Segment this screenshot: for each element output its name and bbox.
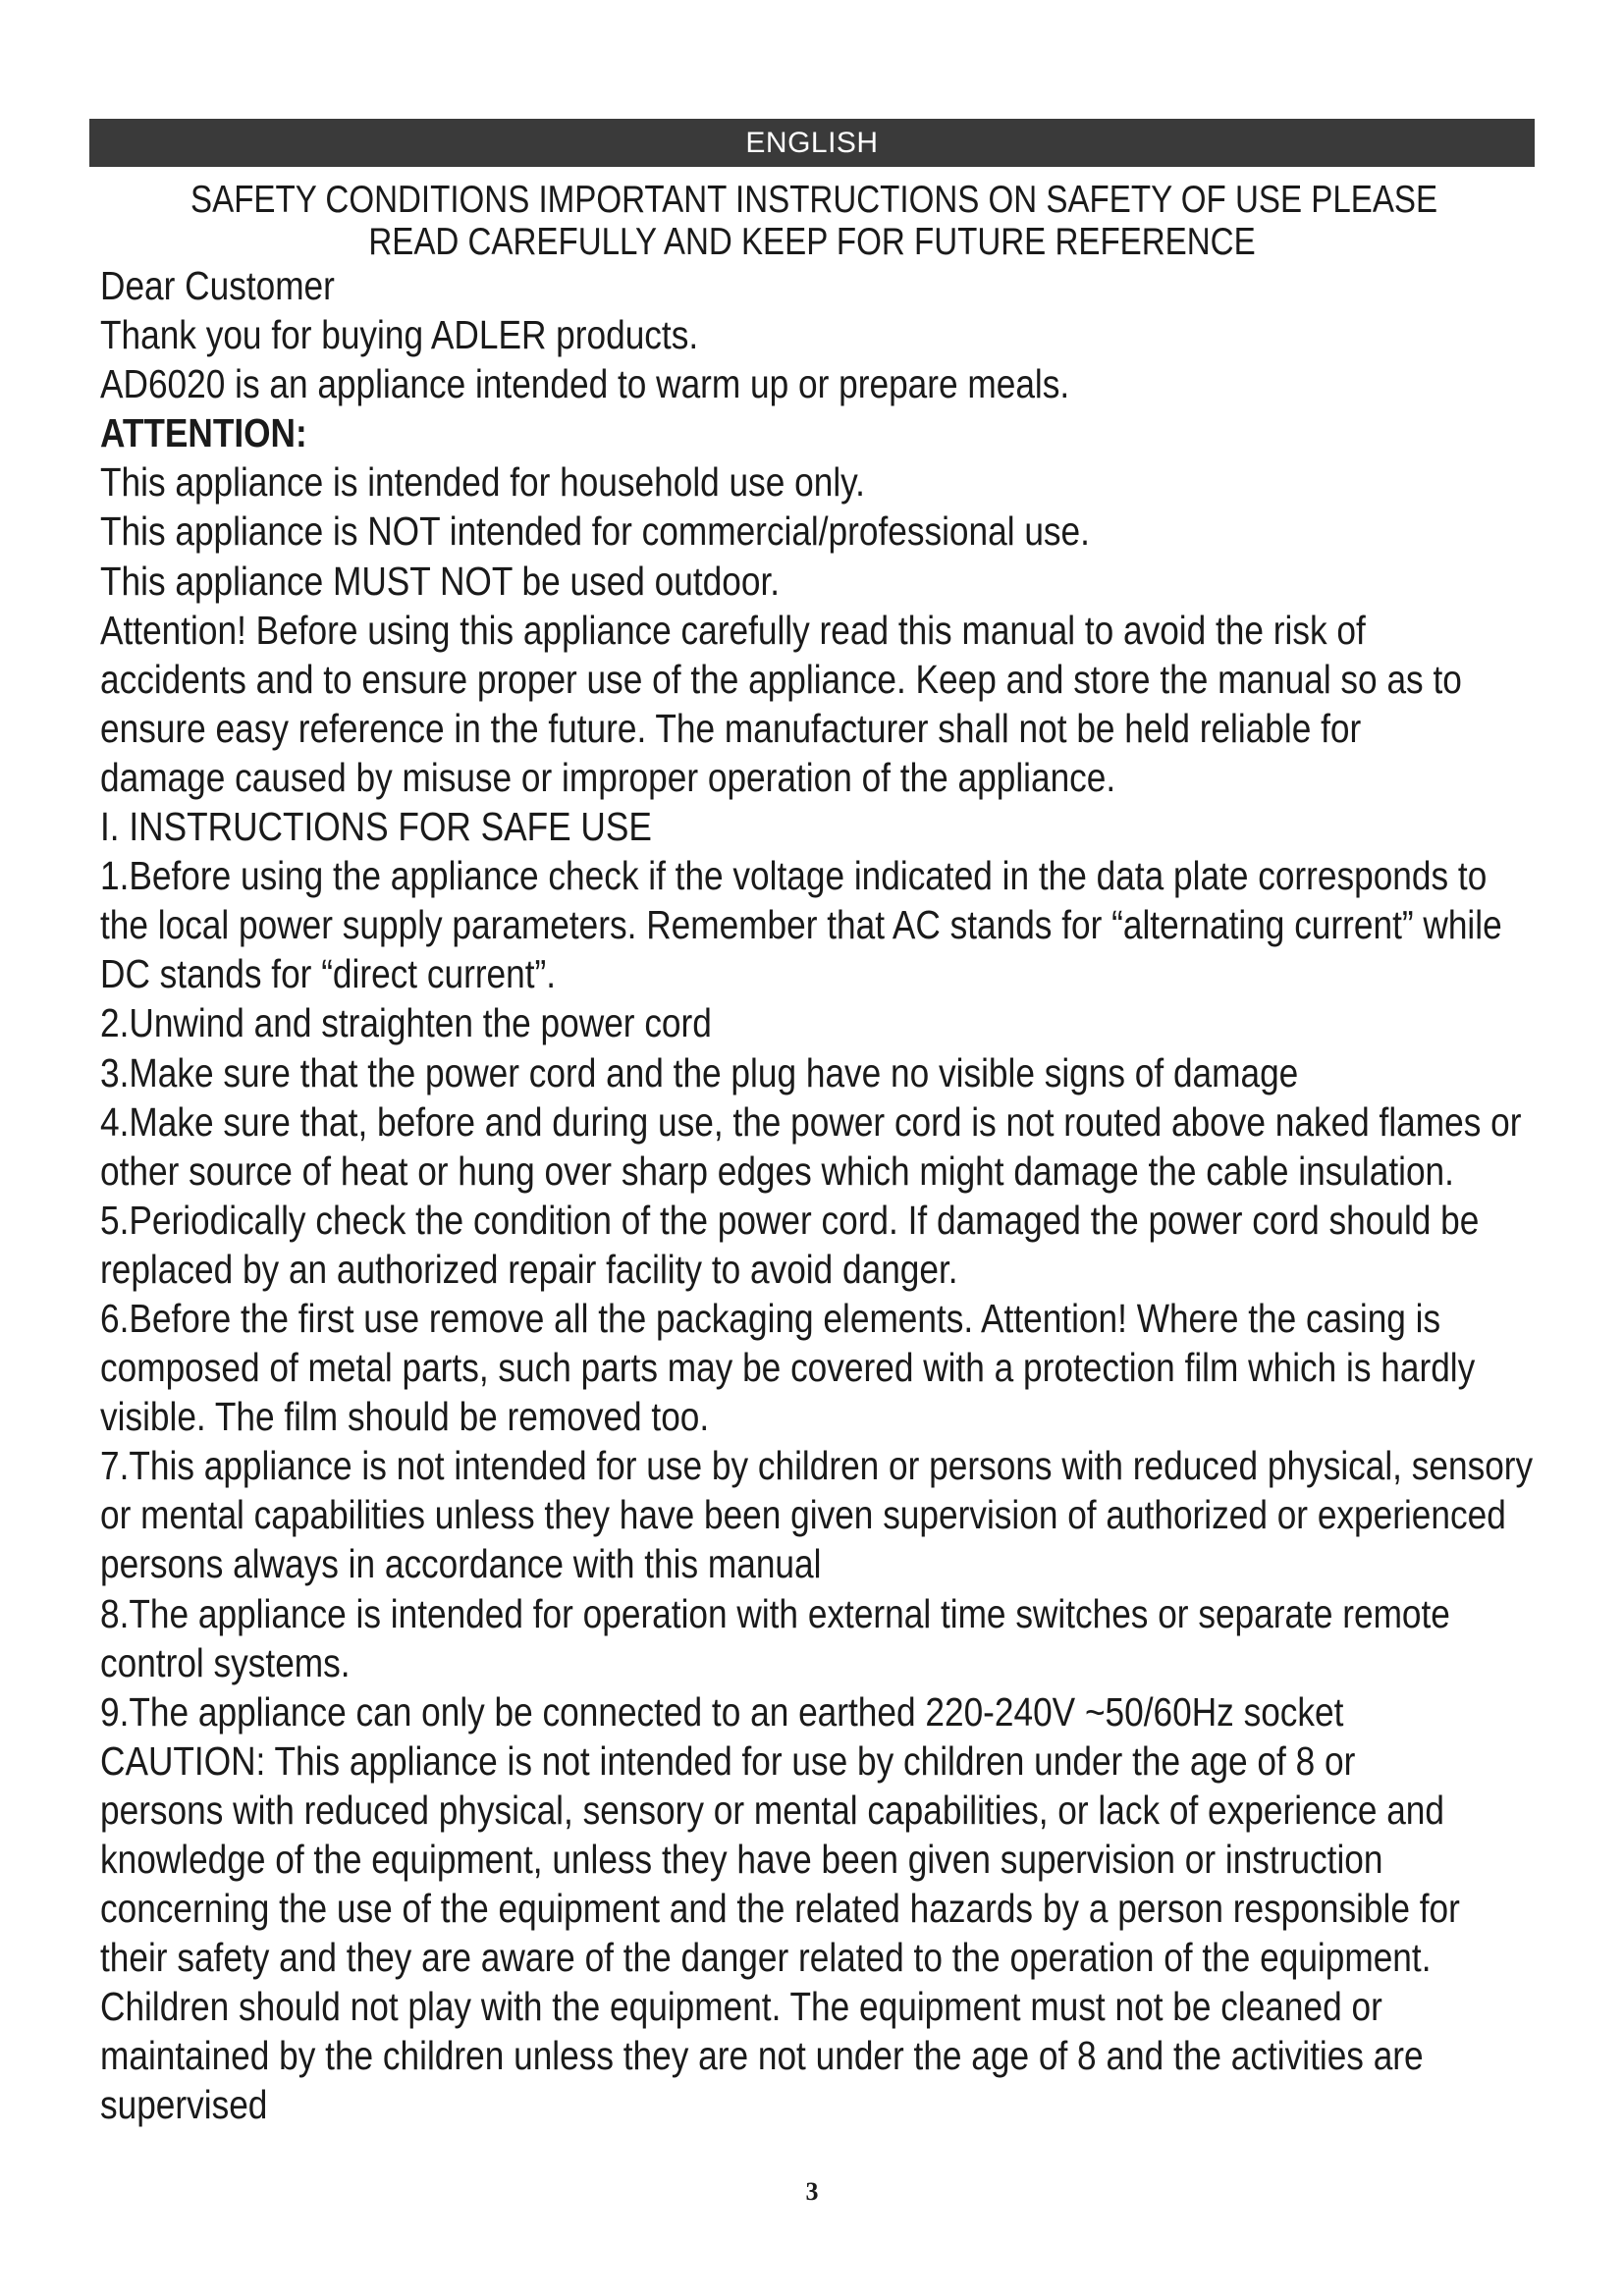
- section-heading: I. INSTRUCTIONS FOR SAFE USE: [100, 804, 652, 850]
- title-line-1: SAFETY CONDITIONS IMPORTANT INSTRUCTIONS ON SAFETY OF USE PLEASE: [190, 179, 1438, 221]
- text-line: 7.This appliance is not intended for use by children or persons with reduced physical, sensory: [100, 1443, 1534, 1489]
- document-title: [190, 179, 1438, 263]
- text-line: persons always in accordance with this manual: [100, 1541, 822, 1587]
- text-line: maintained by the children unless they are not under the age of 8 and the activities are: [100, 2033, 1424, 2079]
- text-line: the local power supply parameters. Remember that AC stands for “alternating current” while: [100, 902, 1502, 948]
- text-line: Thank you for buying ADLER products.: [100, 312, 699, 358]
- text-line: 3.Make sure that the power cord and the plug have no visible signs of damage: [100, 1049, 1299, 1095]
- text-line: supervised: [100, 2082, 268, 2128]
- text-line: their safety and they are aware of the danger related to the operation of the equipment.: [100, 1935, 1432, 1981]
- text-line: Children should not play with the equipment. The equipment must not be cleaned or: [100, 1984, 1382, 2030]
- page-number: 3: [805, 2177, 819, 2206]
- text-line: Attention! Before using this appliance carefully read this manual to avoid the risk of: [100, 607, 1366, 653]
- text-line: knowledge of the equipment, unless they have been given supervision or instruction: [100, 1837, 1383, 1882]
- text-line: This appliance is NOT intended for commercial/professional use.: [100, 508, 1090, 555]
- text-line: visible. The film should be removed too.: [100, 1394, 710, 1440]
- text-line: 2.Unwind and straighten the power cord: [100, 1000, 712, 1046]
- text-line: composed of metal parts, such parts may be covered with a protection film which is hardly: [100, 1345, 1476, 1391]
- text-line: This appliance MUST NOT be used outdoor.: [100, 558, 781, 604]
- text-line: other source of heat or hung over sharp edges which might damage the cable insulation.: [100, 1148, 1454, 1194]
- text-line: damage caused by misuse or improper operation of the appliance.: [100, 754, 1116, 800]
- text-line: control systems.: [100, 1639, 351, 1685]
- attention-heading: ATTENTION:: [100, 410, 307, 456]
- manual-body: [100, 261, 1534, 2130]
- text-line: AD6020 is an appliance intended to warm up or prepare meals.: [100, 361, 1070, 407]
- text-line: 5.Periodically check the condition of the power cord. If damaged the power cord should be: [100, 1197, 1480, 1243]
- text-line: accidents and to ensure proper use of the appliance. Keep and store the manual so as to: [100, 656, 1462, 702]
- text-line: DC stands for “direct current”.: [100, 951, 557, 997]
- text-line: ensure easy reference in the future. The manufacturer shall not be held reliable for: [100, 705, 1362, 751]
- text-line: 9.The appliance can only be connected to an earthed 220-240V ~50/60Hz socket: [100, 1688, 1344, 1735]
- text-line: concerning the use of the equipment and the related hazards by a person responsible for: [100, 1886, 1460, 1932]
- text-line: 8.The appliance is intended for operation with external time switches or separate remote: [100, 1590, 1450, 1636]
- text-line: replaced by an authorized repair facility to avoid danger.: [100, 1246, 958, 1292]
- title-line-2: READ CAREFULLY AND KEEP FOR FUTURE REFERENCE: [368, 221, 1256, 263]
- text-line: This appliance is intended for household use only.: [100, 459, 865, 506]
- text-line: persons with reduced physical, sensory or mental capabilities, or lack of experience and: [100, 1787, 1445, 1833]
- text-line: or mental capabilities unless they have been given supervision of authorized or experienced: [100, 1492, 1506, 1538]
- caution-text-line: CAUTION: This appliance is not intended for use by children under the age of 8 or: [100, 1737, 1356, 1784]
- language-header-bar: ENGLISH: [89, 119, 1535, 167]
- text-line: 6.Before the first use remove all the packaging elements. Attention! Where the casing is: [100, 1295, 1441, 1341]
- text-line: Dear Customer: [100, 263, 335, 308]
- text-line: 1.Before using the appliance check if the voltage indicated in the data plate corresponds to: [100, 853, 1488, 899]
- text-line: 4.Make sure that, before and during use, the power cord is not routed above naked flames or: [100, 1098, 1522, 1145]
